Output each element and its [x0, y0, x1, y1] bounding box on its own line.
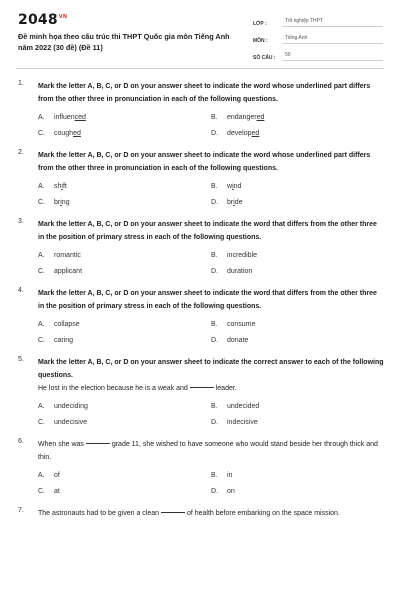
option-letter: D.: [211, 199, 218, 206]
option-letter: B.: [211, 403, 218, 410]
option-a[interactable]: [38, 252, 211, 259]
option-text: developed: [227, 130, 260, 137]
option-text: undeciding: [54, 403, 88, 410]
answer-options: [38, 321, 384, 344]
option-letter: C.: [38, 130, 45, 137]
option-text: incredible: [227, 252, 257, 259]
option-letter: C.: [38, 337, 45, 344]
question-list: [0, 80, 400, 520]
option-d[interactable]: [211, 268, 384, 275]
option-letter: C.: [38, 199, 45, 206]
question-5: [18, 356, 384, 426]
option-d[interactable]: [211, 337, 384, 344]
question-stem: He lost in the election because he is a weak and leader.: [38, 385, 237, 392]
option-c[interactable]: [38, 337, 211, 344]
option-b[interactable]: [211, 321, 384, 328]
option-letter: B.: [211, 252, 218, 259]
question-7: [18, 507, 384, 520]
question-number: 2.: [18, 149, 24, 156]
option-letter: A.: [38, 183, 45, 190]
option-text: influenced: [54, 114, 86, 121]
question-stem: The astronauts had to be given a clean of health before embarking on the space mission.: [38, 510, 340, 517]
meta-value: Tiếng Anh: [283, 35, 383, 44]
question-2: [18, 149, 384, 206]
answer-blank: [86, 443, 110, 444]
underlined-part: i: [60, 199, 62, 206]
option-letter: B.: [211, 183, 218, 190]
underlined-part: ed: [251, 130, 260, 137]
question-prompt: Mark the letter A, B, C, or D on your answer sheet to indicate the word that differs from the other three in the position of primary stress in each of the following questions.: [38, 221, 377, 241]
question-prompt: Mark the letter A, B, C, or D on your answer sheet to indicate the word that differs from the other three in the position of primary stress in each of the following questions.: [38, 290, 377, 310]
option-text: endangered: [227, 114, 265, 121]
option-c[interactable]: [38, 199, 211, 206]
option-letter: A.: [38, 114, 45, 121]
meta-row-subject: [253, 31, 383, 44]
option-a[interactable]: [38, 403, 211, 410]
option-text: caring: [54, 337, 74, 344]
question-number: 5.: [18, 356, 24, 363]
option-letter: D.: [211, 268, 218, 275]
question-stem: When she was grade 11, she wished to have someone who would stand beside her through thick and thin.: [38, 441, 378, 461]
option-letter: D.: [211, 488, 218, 495]
option-c[interactable]: [38, 419, 211, 426]
option-text: at: [54, 488, 60, 495]
logo-text: 2048: [18, 12, 58, 28]
meta-row-class: [253, 14, 383, 27]
option-text: on: [227, 488, 235, 495]
option-letter: C.: [38, 419, 45, 426]
option-text: romantic: [54, 252, 81, 259]
underlined-part: i: [232, 183, 234, 190]
question-number: 1.: [18, 80, 24, 87]
underlined-part: i: [233, 199, 235, 206]
option-letter: D.: [211, 130, 218, 137]
answer-options: [38, 114, 384, 137]
option-letter: B.: [211, 472, 218, 479]
underlined-part: ced: [74, 114, 86, 121]
underlined-part: ed: [256, 114, 265, 121]
option-letter: A.: [38, 252, 45, 259]
option-text: in: [227, 472, 233, 479]
option-text: wind: [227, 183, 242, 190]
option-text: bring: [54, 199, 70, 206]
question-1: [18, 80, 384, 137]
underlined-part: i: [61, 183, 63, 190]
option-c[interactable]: [38, 488, 211, 495]
question-prompt: Mark the letter A, B, C, or D on your answer sheet to indicate the word whose underlined part differs from the other three in pronunciation in each of the following questions.: [38, 152, 371, 172]
logo-suffix: VN: [58, 14, 68, 21]
option-text: indecisive: [227, 419, 258, 426]
option-b[interactable]: [211, 183, 384, 190]
option-c[interactable]: [38, 130, 211, 137]
option-letter: A.: [38, 403, 45, 410]
option-d[interactable]: [211, 488, 384, 495]
option-letter: A.: [38, 472, 45, 479]
option-text: undecided: [227, 403, 260, 410]
option-b[interactable]: [211, 403, 384, 410]
option-text: duration: [227, 268, 253, 275]
option-text: of: [54, 472, 60, 479]
answer-blank: [161, 512, 185, 513]
option-b[interactable]: [211, 472, 384, 479]
option-text: collapse: [54, 321, 80, 328]
document-meta: [253, 14, 383, 65]
meta-value: 50: [283, 52, 383, 61]
option-letter: D.: [211, 419, 218, 426]
option-text: undecisive: [54, 419, 88, 426]
option-text: coughed: [54, 130, 81, 137]
option-d[interactable]: [211, 199, 384, 206]
meta-value: Tốt nghiệp THPT: [283, 18, 383, 27]
answer-blank: [190, 387, 214, 388]
option-text: donate: [227, 337, 249, 344]
option-b[interactable]: [211, 252, 384, 259]
meta-row-question-count: [253, 48, 383, 61]
question-number: 4.: [18, 287, 24, 294]
option-letter: D.: [211, 337, 218, 344]
option-letter: C.: [38, 268, 45, 275]
question-4: [18, 287, 384, 344]
option-c[interactable]: [38, 268, 211, 275]
option-text: applicant: [54, 268, 83, 275]
answer-options: [38, 183, 384, 206]
option-text: shift: [54, 183, 67, 190]
meta-label: SỐ CÂU :: [253, 55, 276, 61]
question-prompt: Mark the letter A, B, C, or D on your answer sheet to indicate the correct answer to each of the following questions.: [38, 359, 384, 379]
header-divider: [16, 68, 384, 69]
document-title: Đề minh họa theo cấu trúc thi THPT Quốc gia môn Tiếng Anh năm 2022 (30 đề) (Đề 11): [18, 32, 230, 52]
option-a[interactable]: [38, 183, 211, 190]
option-a[interactable]: [38, 114, 211, 121]
option-letter: C.: [38, 488, 45, 495]
option-d[interactable]: [211, 130, 384, 137]
document-header: [0, 0, 400, 70]
question-number: 7.: [18, 507, 24, 514]
option-letter: B.: [211, 114, 218, 121]
option-letter: A.: [38, 321, 45, 328]
option-b[interactable]: [211, 114, 384, 121]
option-d[interactable]: [211, 419, 384, 426]
option-a[interactable]: [38, 472, 211, 479]
meta-label: LỚP :: [253, 21, 267, 27]
question-number: 6.: [18, 438, 24, 445]
site-logo[interactable]: [18, 12, 67, 28]
question-prompt: Mark the letter A, B, C, or D on your answer sheet to indicate the word whose underlined part differs from the other three in pronunciation in each of the following questions.: [38, 83, 371, 103]
question-3: [18, 218, 384, 275]
question-number: 3.: [18, 218, 24, 225]
option-text: bride: [227, 199, 243, 206]
meta-label: MÔN :: [253, 38, 268, 44]
answer-options: [38, 252, 384, 275]
option-letter: B.: [211, 321, 218, 328]
option-a[interactable]: [38, 321, 211, 328]
option-text: consume: [227, 321, 256, 328]
answer-options: [38, 403, 384, 426]
question-6: [18, 438, 384, 495]
answer-options: [38, 472, 384, 495]
underlined-part: ed: [73, 130, 81, 137]
